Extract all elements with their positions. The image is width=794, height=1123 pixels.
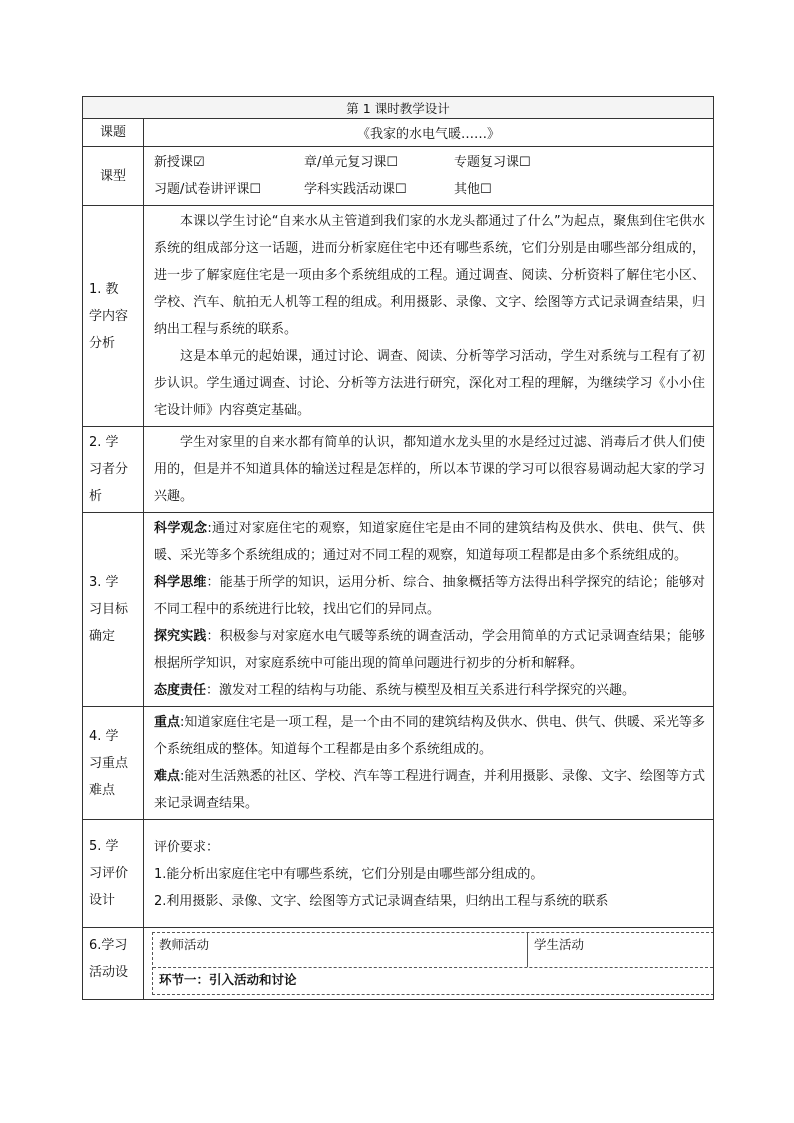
evaluation-item: 1.能分析出家庭住宅中有哪些系统，它们分别是由哪些部分组成的。 bbox=[154, 867, 544, 882]
content-analysis-text bbox=[144, 206, 714, 427]
type-option[interactable]: 新授课☑ bbox=[154, 155, 205, 170]
section-label: 1. 教 学内容 分析 bbox=[83, 206, 144, 427]
lesson-type-options bbox=[144, 147, 714, 206]
teacher-activity-header: 教师活动 bbox=[153, 933, 528, 967]
header-row bbox=[83, 97, 714, 119]
key-points-row bbox=[83, 707, 714, 820]
content-analysis-row bbox=[83, 206, 714, 427]
objective-item: 态度责任：激发对工程的结构与功能、系统与模型及相互关系进行科学探究的兴趣。 bbox=[154, 683, 636, 698]
objective-item: 探究实践：积极参与对家庭水电气暖等系统的调查活动，学会用简单的方式记录调查结果；能够根据所学知识，对家庭系统中可能出现的简单问题进行初步的分析和解释。 bbox=[154, 629, 705, 671]
learner-analysis-row bbox=[83, 427, 714, 513]
paragraph: 本课以学生讨论“自来水从主管道到我们家的水龙头都通过了什么”为起点，聚焦到住宅供水系统的组成部分这一话题，进而分析家庭住宅中还有哪些系统，它们分别是由哪些部分组成的，进一步了解家庭住宅是一项由多个系统组成的工程。通过调查、阅读、分析资料了解住宅小区、学校、汽车、航拍无人机等工程的组成。利用摄影、录像、文字、绘图等方式记录调查结果，归纳出工程与系统的联系。 bbox=[154, 214, 705, 337]
section-label: 3. 学 习目标 确定 bbox=[83, 513, 144, 707]
lesson-plan-table bbox=[82, 96, 714, 1000]
key-points-text bbox=[144, 707, 714, 820]
evaluation-intro: 评价要求： bbox=[154, 840, 220, 855]
section-label: 4. 学 习重点 难点 bbox=[83, 707, 144, 820]
lesson-type-label: 课型 bbox=[83, 147, 144, 206]
paragraph: 学生对家里的自来水都有简单的认识，都知道水龙头里的水是经过过滤、消毒后才供人们使用的，但是并不知道具体的输送过程是怎样的，所以本节课的学习可以很容易调动起大家的学习兴趣。 bbox=[154, 435, 705, 504]
table-header: 第 1 课时教学设计 bbox=[83, 97, 714, 119]
activity-inner-table bbox=[152, 932, 714, 995]
lesson-type-row bbox=[83, 147, 714, 206]
section-label: 5. 学 习评价 设计 bbox=[83, 820, 144, 928]
activity-header-row bbox=[153, 933, 713, 968]
lesson-plan-page bbox=[82, 96, 713, 1000]
type-option[interactable]: 习题/试卷讲评课☐ bbox=[154, 182, 262, 197]
objectives-row bbox=[83, 513, 714, 707]
evaluation-text bbox=[144, 820, 714, 928]
type-option[interactable]: 其他☐ bbox=[454, 182, 492, 197]
objective-item: 科学思维：能基于所学的知识，运用分析、综合、抽象概括等方法得出科学探究的结论；能够对不同工程中的系统进行比较，找出它们的异同点。 bbox=[154, 575, 705, 617]
topic-value: 《我家的水电气暖……》 bbox=[144, 119, 714, 147]
activity-row bbox=[83, 928, 714, 1000]
evaluation-item: 2.利用摄影、录像、文字、绘图等方式记录调查结果，归纳出工程与系统的联系 bbox=[154, 894, 609, 909]
type-option[interactable]: 专题复习课☐ bbox=[454, 155, 531, 170]
key-point-item: 难点:能对生活熟悉的社区、学校、汽车等工程进行调查，并利用摄影、录像、文字、绘图等方式来记录调查结果。 bbox=[154, 769, 705, 811]
learner-analysis-text bbox=[144, 427, 714, 513]
student-activity-header: 学生活动 bbox=[534, 937, 585, 952]
topic-label: 课题 bbox=[83, 119, 144, 147]
type-option[interactable]: 学科实践活动课☐ bbox=[304, 182, 407, 197]
objective-item: 科学观念:通过对家庭住宅的观察，知道家庭住宅是由不同的建筑结构及供水、供电、供气、供暖、采光等多个系统组成的；通过对不同工程的观察，知道每项工程都是由多个系统组成的。 bbox=[154, 521, 705, 563]
topic-row bbox=[83, 119, 714, 147]
objectives-text bbox=[144, 513, 714, 707]
activity-design bbox=[144, 928, 714, 1000]
section-label: 6.学习 活动设 bbox=[83, 928, 144, 1000]
section-label: 2. 学 习者分 析 bbox=[83, 427, 144, 513]
key-point-item: 重点:知道家庭住宅是一项工程，是一个由不同的建筑结构及供水、供电、供气、供暖、采光等多个系统组成的整体。知道每个工程都是由多个系统组成的。 bbox=[154, 715, 705, 757]
type-option[interactable]: 章/单元复习课☐ bbox=[304, 155, 399, 170]
stage-title: 环节一：引入活动和讨论 bbox=[159, 972, 297, 987]
paragraph: 这是本单元的起始课，通过讨论、调查、阅读、分析等学习活动，学生对系统与工程有了初步认识。学生通过调查、讨论、分析等方法进行研究，深化对工程的理解，为继续学习《小小住宅设计师》内容奠定基础。 bbox=[154, 349, 705, 418]
evaluation-row bbox=[83, 820, 714, 928]
